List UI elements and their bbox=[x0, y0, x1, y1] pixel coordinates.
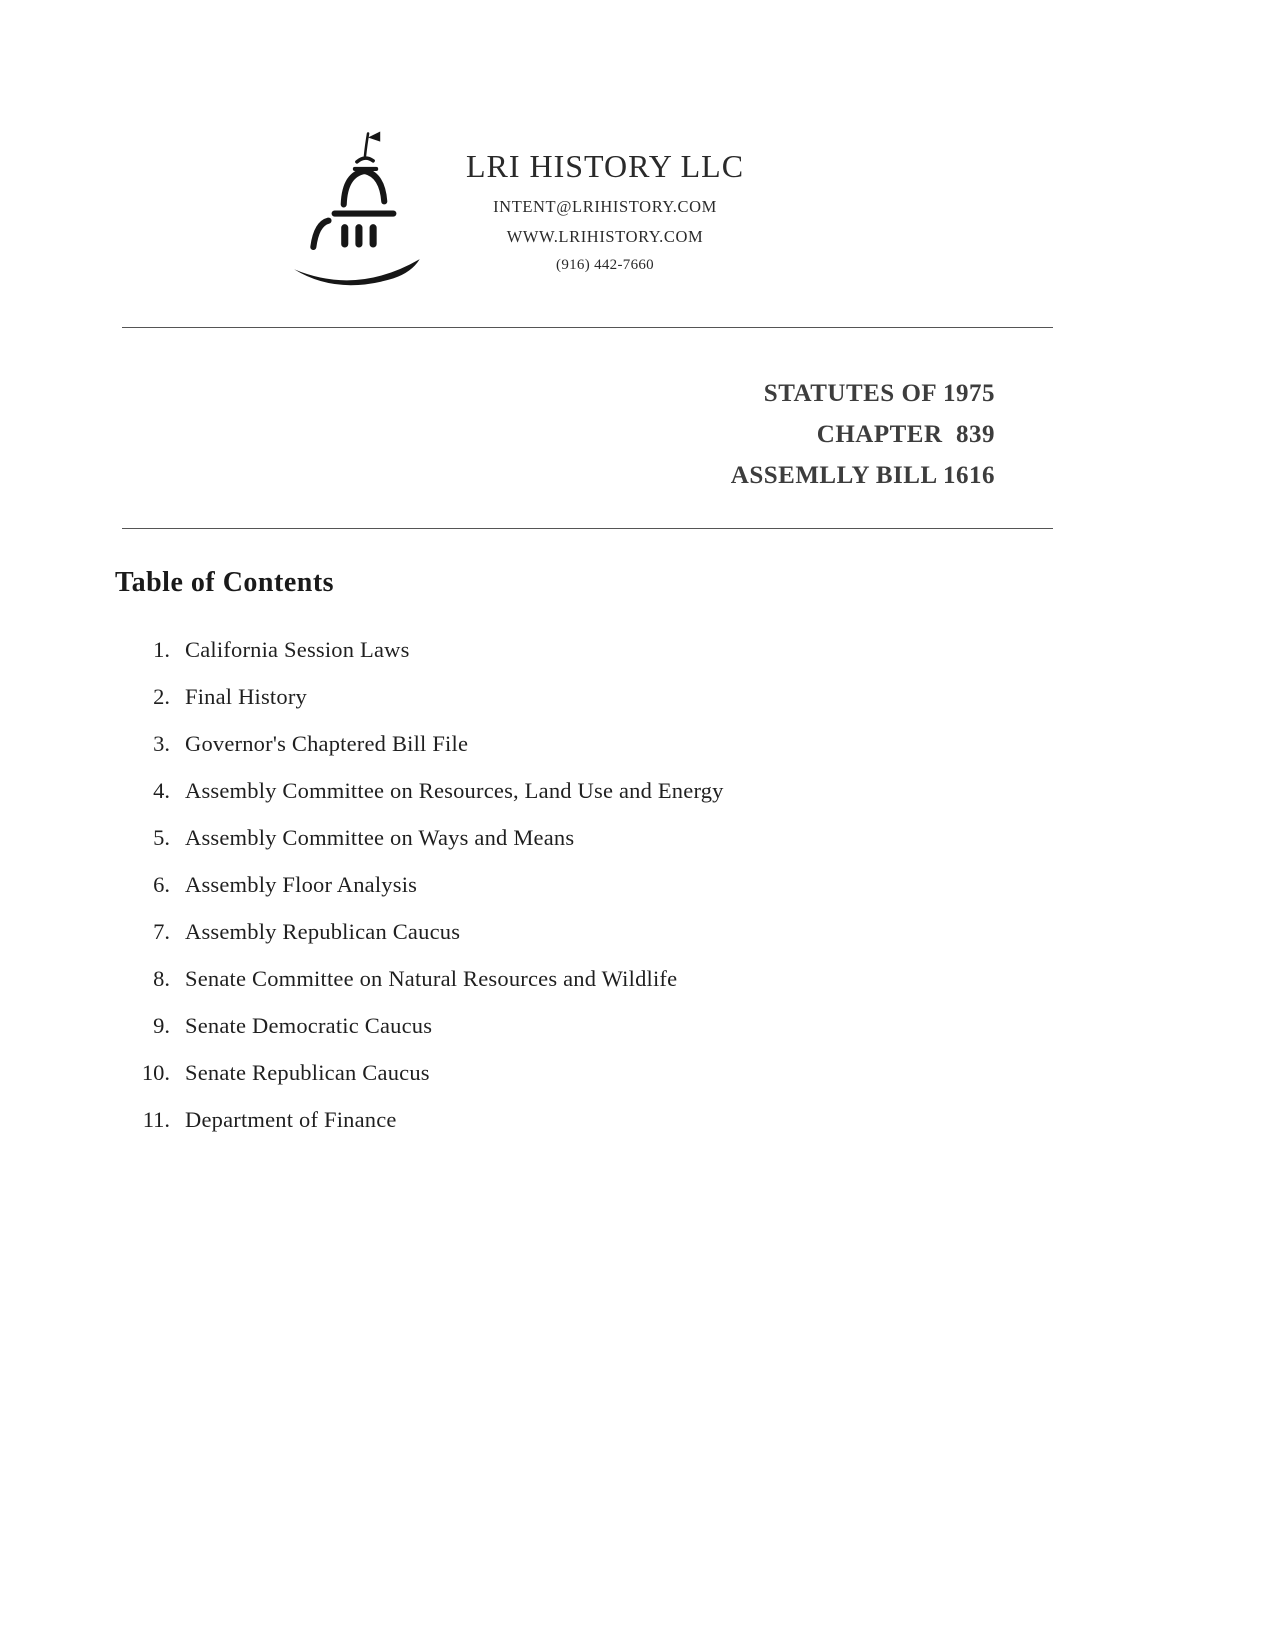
toc-item bbox=[115, 1013, 1276, 1060]
toc-item-number: 5. bbox=[153, 825, 170, 850]
toc-item bbox=[115, 1107, 1276, 1154]
company-phone: (916) 442-7660 bbox=[556, 257, 654, 273]
toc-item-number: 6. bbox=[153, 872, 170, 897]
toc-item-label: Senate Democratic Caucus bbox=[185, 1013, 433, 1038]
toc-item-label: Senate Committee on Natural Resources and Wildlife bbox=[185, 966, 678, 991]
toc-item-label: Final History bbox=[185, 684, 307, 709]
toc-item bbox=[115, 1060, 1276, 1107]
toc-item bbox=[115, 684, 1276, 731]
toc-item-number: 2. bbox=[153, 684, 170, 709]
toc-item bbox=[115, 872, 1276, 919]
toc-title: Table of Contents bbox=[115, 567, 335, 598]
company-email: INTENT@LRIHISTORY.COM bbox=[493, 197, 717, 216]
toc-item-number: 9. bbox=[153, 1013, 170, 1038]
toc-item-number: 10. bbox=[141, 1060, 170, 1085]
company-website: WWW.LRIHISTORY.COM bbox=[506, 227, 704, 246]
toc-item-number: 4. bbox=[153, 778, 170, 803]
letterhead-text bbox=[450, 148, 760, 284]
toc-item bbox=[115, 637, 1276, 684]
toc-item-label: Assembly Floor Analysis bbox=[185, 872, 418, 897]
statutes-line: STATUTES OF 1975 bbox=[763, 380, 995, 407]
toc-item-label: Governor's Chaptered Bill File bbox=[185, 731, 469, 756]
table-of-contents bbox=[0, 529, 1276, 1154]
toc-item-label: Assembly Committee on Ways and Means bbox=[185, 825, 575, 850]
capitol-dome-logo-icon bbox=[288, 128, 440, 293]
chapter-line: CHAPTER 839 bbox=[816, 421, 995, 448]
toc-item-number: 8. bbox=[153, 966, 170, 991]
toc-item-number: 3. bbox=[153, 731, 170, 756]
toc-item bbox=[115, 919, 1276, 966]
toc-item-label: Assembly Committee on Resources, Land Use and Energy bbox=[185, 778, 724, 803]
toc-item bbox=[115, 778, 1276, 825]
assembly-bill-line: ASSEMLLY BILL 1616 bbox=[730, 462, 995, 489]
letterhead bbox=[0, 0, 1276, 327]
toc-item-label: Senate Republican Caucus bbox=[185, 1060, 430, 1085]
toc-item-number: 1. bbox=[153, 637, 170, 662]
company-name: LRI HISTORY LLC bbox=[465, 148, 745, 184]
statute-header bbox=[0, 328, 1276, 528]
toc-item-label: California Session Laws bbox=[185, 637, 410, 662]
toc-item-label: Department of Finance bbox=[185, 1107, 397, 1132]
toc-item bbox=[115, 731, 1276, 778]
toc-item-label: Assembly Republican Caucus bbox=[185, 919, 461, 944]
toc-item bbox=[115, 966, 1276, 1013]
toc-item-number: 11. bbox=[142, 1107, 170, 1132]
toc-item-number: 7. bbox=[153, 919, 170, 944]
toc-item bbox=[115, 825, 1276, 872]
